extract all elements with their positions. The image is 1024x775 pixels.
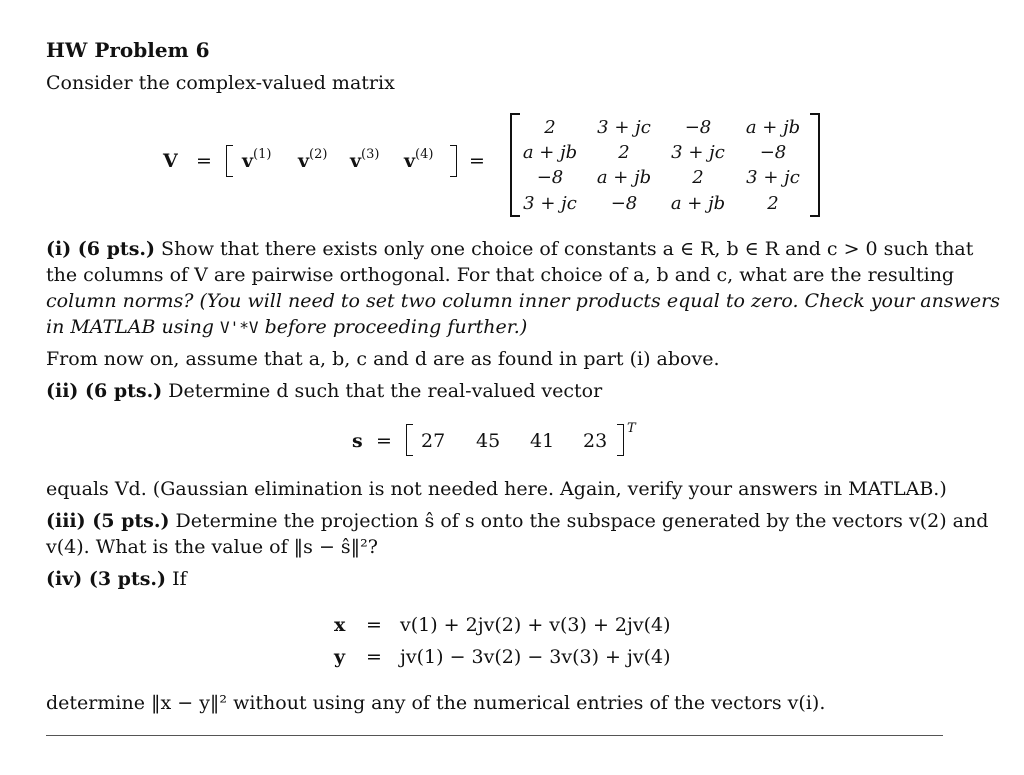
matrix-cell: 3 + jc — [597, 117, 651, 138]
column-v2: $v^{(2)}$ — [298, 146, 328, 172]
part1-line1: (i) (6 pts.) Show that there exists only one choice of constants a ∈ R, b ∈ R and c > 0 such that — [46, 238, 974, 260]
matrix-cell: −8 — [684, 117, 712, 138]
part1-line3: column norms? (You will need to set two column inner products equal to zero. Check your answers — [46, 290, 1000, 312]
part2-line1: (ii) (6 pts.) Determine d such that the real-valued vector — [46, 380, 603, 402]
part1-line2: the columns of V are pairwise orthogonal. For that choice of a, b and c, what are the resulting — [46, 264, 955, 286]
column-v4: $v^{(4)}$ — [404, 146, 434, 172]
matrix-cell: a + jb — [522, 142, 578, 163]
transpose-symbol: T — [627, 421, 636, 436]
matlab-code: V'*V — [220, 318, 259, 337]
matrix-cell: 3 + jc — [523, 193, 577, 214]
matrix-cell: 3 + jc — [746, 167, 800, 188]
matrix-symbol-V: V — [163, 150, 178, 172]
matrix-right-bracket — [810, 113, 820, 217]
equals-sign-1: = — [196, 150, 212, 172]
s-value: 27 — [421, 430, 446, 452]
equals-sign-2: = — [469, 150, 485, 172]
matrix-cell: 2 — [692, 167, 704, 188]
matrix-cell: −8 — [536, 167, 564, 188]
part3-line1: (iii) (5 pts.) Determine the projection ŝ of s onto the subspace generated by the vectors v(2) and — [46, 510, 989, 532]
x-equals: = — [366, 614, 382, 636]
matrix-cell: 2 — [544, 117, 556, 138]
x-label: x — [334, 614, 346, 636]
column-vector-open-bracket — [226, 145, 233, 177]
bottom-rule — [46, 735, 943, 736]
y-label: y — [334, 646, 346, 668]
part1-line4: in MATLAB using V'*V before proceeding further.) — [46, 316, 528, 338]
y-expression: jv(1) − 3v(2) − 3v(3) + jv(4) — [400, 646, 671, 668]
equals-sign-s: = — [376, 430, 392, 452]
part4-label: (iv) (3 pts.) — [46, 568, 167, 590]
vector-s-label: s — [352, 430, 363, 452]
s-value: 45 — [476, 430, 501, 452]
matrix-cell: −8 — [759, 142, 787, 163]
column-v3: $v^{(3)}$ — [350, 146, 380, 172]
matrix-cell: a + jb — [596, 167, 652, 188]
part2-label: (ii) (6 pts.) — [46, 380, 163, 402]
s-open-bracket — [406, 424, 413, 456]
part2-after: equals Vd. (Gaussian elimination is not needed here. Again, verify your answers in MATLAB.) — [46, 478, 947, 500]
matrix-cell: 2 — [767, 193, 779, 214]
s-close-bracket — [617, 424, 624, 456]
matrix-cell: a + jb — [745, 117, 801, 138]
part3-label: (iii) (5 pts.) — [46, 510, 170, 532]
column-v1: $v^{(1)}$ — [242, 146, 272, 172]
column-vector-close-bracket — [450, 145, 457, 177]
intro-text: Consider the complex-valued matrix — [46, 72, 395, 94]
part4-final: determine ‖x − y‖² without using any of the numerical entries of the vectors v(i). — [46, 692, 826, 714]
matrix-cell: a + jb — [670, 193, 726, 214]
part4-line1: (iv) (3 pts.) If — [46, 568, 187, 590]
part1-label: (i) (6 pts.) — [46, 238, 155, 260]
matrix-cell: 3 + jc — [671, 142, 725, 163]
part3-line2: v(4). What is the value of ‖s − ŝ‖²? — [46, 536, 378, 558]
assumption-text: From now on, assume that a, b, c and d are as found in part (i) above. — [46, 348, 720, 370]
s-value: 41 — [530, 430, 555, 452]
y-equals: = — [366, 646, 382, 668]
matrix-cell: −8 — [610, 193, 638, 214]
problem-title: HW Problem 6 — [46, 38, 210, 62]
x-expression: v(1) + 2jv(2) + v(3) + 2jv(4) — [400, 614, 671, 636]
matrix-cell: 2 — [618, 142, 630, 163]
s-value: 23 — [583, 430, 608, 452]
